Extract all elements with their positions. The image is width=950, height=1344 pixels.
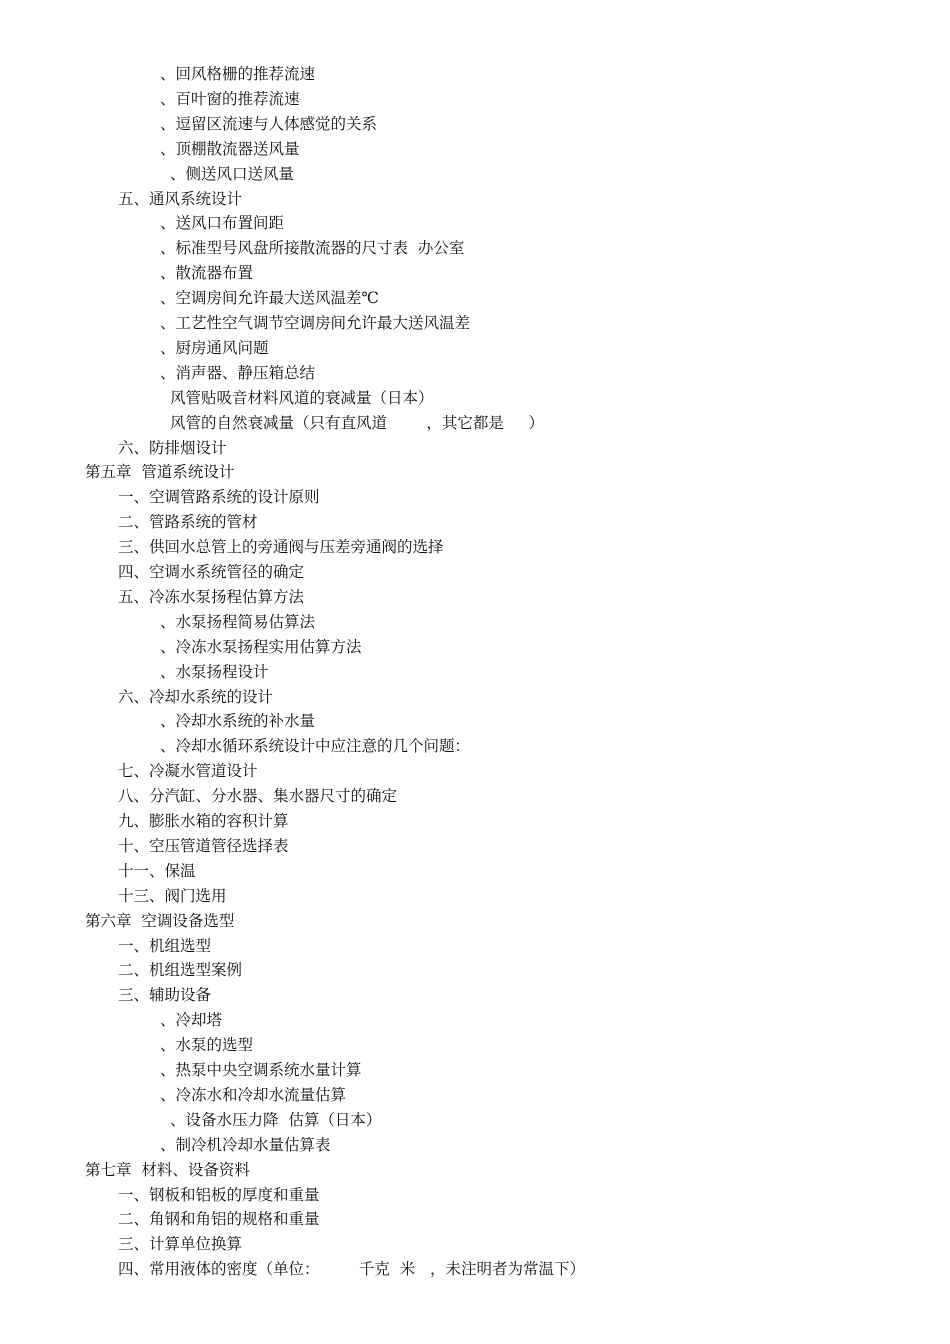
- toc-entry: 四、常用液体的密度（单位： 千克 米 ，未注明者为常温下）: [118, 1260, 586, 1279]
- toc-entry: 、侧送风口送风量: [170, 164, 295, 183]
- toc-entry: 风管贴吸音材料风道的衰减量（日本）: [170, 388, 434, 407]
- toc-entry: 、冷冻水泵扬程实用估算方法: [160, 637, 362, 656]
- toc-entry: 六、冷却水系统的设计: [118, 687, 274, 706]
- toc-entry: 二、角钢和角铝的规格和重量: [118, 1210, 320, 1229]
- toc-entry: 、标准型号风盘所接散流器的尺寸表 办公室: [160, 239, 465, 258]
- toc-entry: 、水泵的选型: [160, 1036, 254, 1055]
- toc-entry: 六、防排烟设计: [118, 438, 227, 457]
- toc-entry: 十、空压管道管径选择表: [118, 836, 289, 855]
- toc-entry: 、送风口布置间距: [160, 214, 285, 233]
- toc-entry: 第七章 材料、设备资料: [85, 1160, 250, 1179]
- toc-entry: 第六章 空调设备选型: [85, 911, 235, 930]
- toc-entry: 、水泵扬程简易估算法: [160, 612, 316, 631]
- toc-entry: 三、供回水总管上的旁通阀与压差旁通阀的选择: [118, 538, 444, 557]
- toc-entry: 七、冷凝水管道设计: [118, 762, 258, 781]
- toc-entry: 、消声器、静压箱总结: [160, 363, 316, 382]
- toc-entry: 一、空调管路系统的设计原则: [118, 488, 320, 507]
- toc-entry: 、冷却水系统的补水量: [160, 712, 316, 731]
- toc-entry: 、顶棚散流器送风量: [160, 139, 300, 158]
- toc-entry: 二、机组选型案例: [118, 961, 243, 980]
- toc-entry: 第五章 管道系统设计: [85, 463, 235, 482]
- toc-entry: 风管的自然衰减量（只有直风道 ，其它都是 ）: [170, 413, 545, 432]
- toc-entry: 一、机组选型: [118, 936, 212, 955]
- toc-entry: 十一、保温: [118, 861, 196, 880]
- toc-entry: 四、空调水系统管径的确定: [118, 563, 305, 581]
- toc-entry: 、冷却塔: [160, 1011, 223, 1030]
- toc-entry: 、空调房间允许最大送风温差℃: [160, 289, 379, 308]
- toc-entry: 、冷冻水和冷却水流量估算: [160, 1085, 347, 1104]
- toc-entry: 、厨房通风问题: [160, 338, 269, 357]
- toc-entry: 八、分汽缸、分水器、集水器尺寸的确定: [118, 787, 398, 806]
- toc-entry: 、设备水压力降 估算（日本）: [170, 1110, 382, 1129]
- toc-entry: 、逗留区流速与人体感觉的关系: [160, 114, 378, 133]
- toc-entry: 、散流器布置: [160, 264, 254, 283]
- toc-entry: 、热泵中央空调系统水量计算: [160, 1061, 362, 1079]
- toc-entry: 十三、阀门选用: [118, 886, 227, 905]
- toc-entry: 五、通风系统设计: [118, 189, 243, 208]
- toc-entry: 三、计算单位换算: [118, 1235, 243, 1254]
- toc-entry: 一、钢板和铝板的厚度和重量: [118, 1185, 320, 1204]
- toc-entry: 、百叶窗的推荐流速: [160, 89, 300, 108]
- toc-entry: 二、管路系统的管材: [118, 513, 258, 532]
- toc-entry: 、工艺性空气调节空调房间允许最大送风温差: [160, 314, 471, 332]
- toc-entry: 、水泵扬程设计: [160, 662, 269, 681]
- toc-entry: 、冷却水循环系统设计中应注意的几个问题：: [160, 737, 471, 756]
- toc-entry: 、回风格栅的推荐流速: [160, 65, 316, 83]
- toc-entry: 三、辅助设备: [118, 986, 212, 1005]
- toc-entry: 、制冷机冷却水量估算表: [160, 1135, 331, 1154]
- toc-entry: 五、冷冻水泵扬程估算方法: [118, 587, 305, 606]
- toc-entry: 九、膨胀水箱的容积计算: [118, 812, 289, 830]
